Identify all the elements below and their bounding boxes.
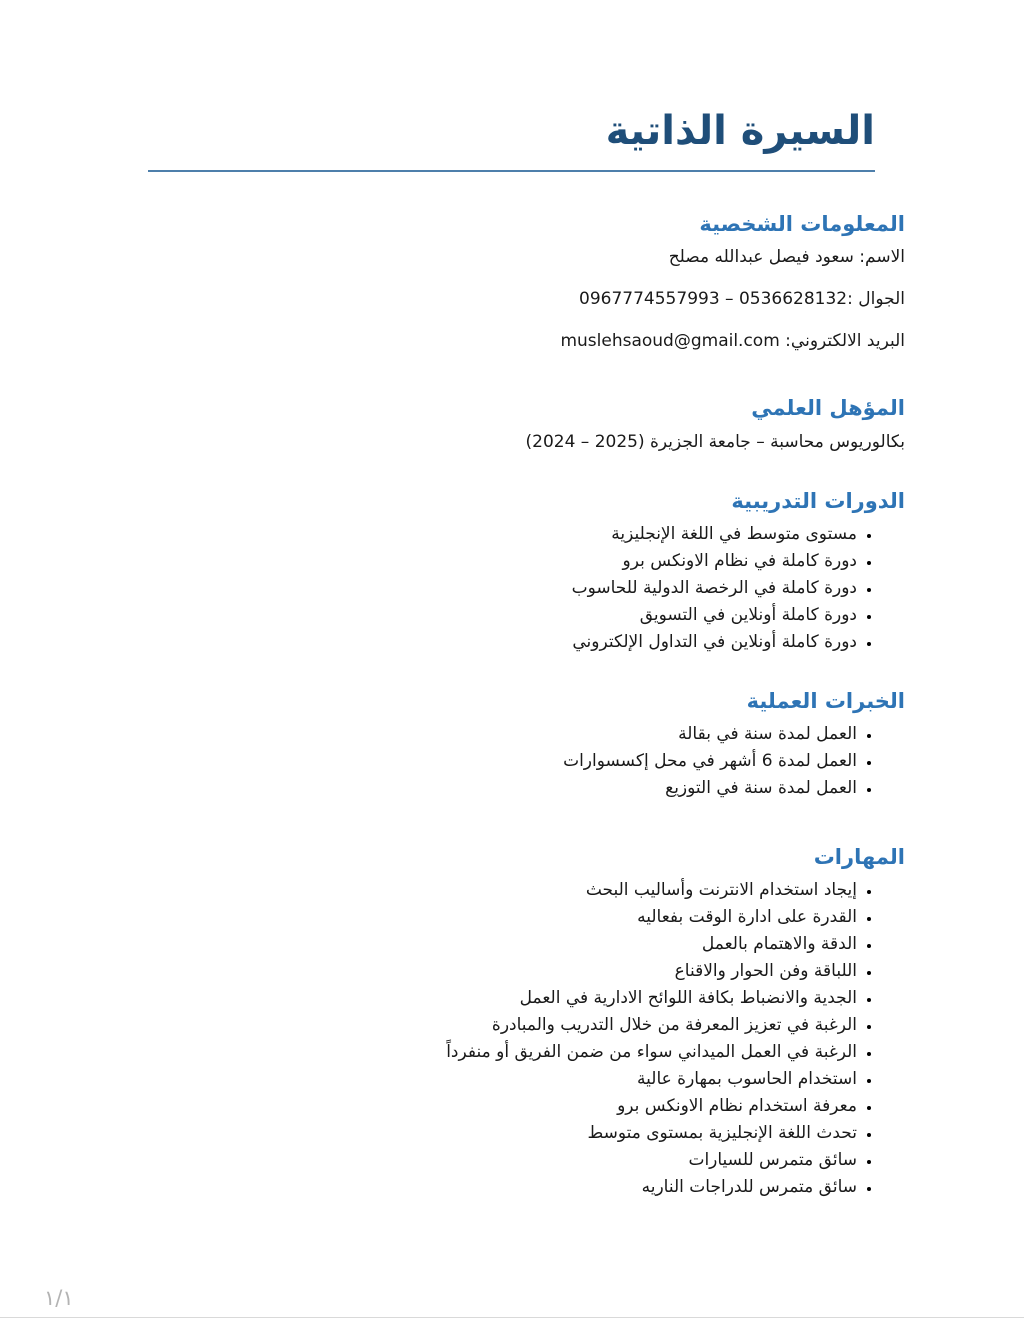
section-work-experience [148,688,905,802]
list-item: • مستوى متوسط في اللغة الإنجليزية [148,521,857,548]
list-item: • العمل لمدة سنة في بقالة [148,721,857,748]
list-item: • استخدام الحاسوب بمهارة عالية [148,1066,857,1093]
training-heading: الدورات التدريبية [731,488,905,513]
list-item: • دورة كاملة أونلاين في التسويق [148,602,857,629]
skills-heading: المهارات [813,845,905,869]
list-item: • إيجاد استخدام الانترنت وأساليب البحث [148,877,857,904]
training-list [148,521,905,656]
list-item: • القدرة على ادارة الوقت بفعاليه [148,904,857,931]
list-item: • دورة كاملة في الرخصة الدولية للحاسوب [148,575,857,602]
list-item: • الدقة والاهتمام بالعمل [148,931,857,958]
experience-list [148,721,905,802]
list-item: • الرغبة في تعزيز المعرفة من خلال التدريب والمبادرة [148,1012,857,1039]
section-skills [148,844,905,1201]
list-item: • معرفة استخدام نظام الاونكس برو [148,1093,857,1120]
title-underline [148,170,875,172]
degree-line: بكالوريوس محاسبة – جامعة الجزيرة (2025 – 2024) [525,431,905,452]
name-line: الاسم: سعود فيصل عبدالله مصلح [668,247,905,268]
list-item: • دورة كاملة أونلاين في التداول الإلكتروني [148,629,857,656]
skills-list [148,877,905,1201]
page-number: ١/١ [44,1286,74,1310]
section-qualification [148,395,905,453]
list-item: • سائق متمرس للدراجات الناريه [148,1174,857,1201]
section-training-courses [148,488,905,656]
footer-divider [0,1317,1024,1318]
qualification-heading: المؤهل العلمي [751,396,905,421]
email-line: البريد الالكتروني: muslehsaoud@gmail.com [560,331,905,352]
personal-info-heading: المعلومات الشخصية [699,212,905,236]
list-item: • تحدث اللغة الإنجليزية بمستوى متوسط [148,1120,857,1147]
list-item: • الجدية والانضباط بكافة اللوائح الادارية في العمل [148,985,857,1012]
experience-heading: الخبرات العملية [746,688,905,713]
page-title: السيرة الذاتية [605,108,875,154]
phone-line: الجوال :0536628132 – 0967774557993 [579,289,905,310]
list-item: • العمل لمدة 6 أشهر في محل إكسسوارات [148,748,857,775]
list-item: • دورة كاملة في نظام الاونكس برو [148,548,857,575]
list-item: • العمل لمدة سنة في التوزيع [148,775,857,802]
list-item: • سائق متمرس للسيارات [148,1147,857,1174]
section-personal-info [148,211,905,353]
list-item: • الرغبة في العمل الميداني سواء من ضمن الفريق أو منفرداً [148,1039,857,1066]
list-item: • اللباقة وفن الحوار والاقناع [148,958,857,985]
